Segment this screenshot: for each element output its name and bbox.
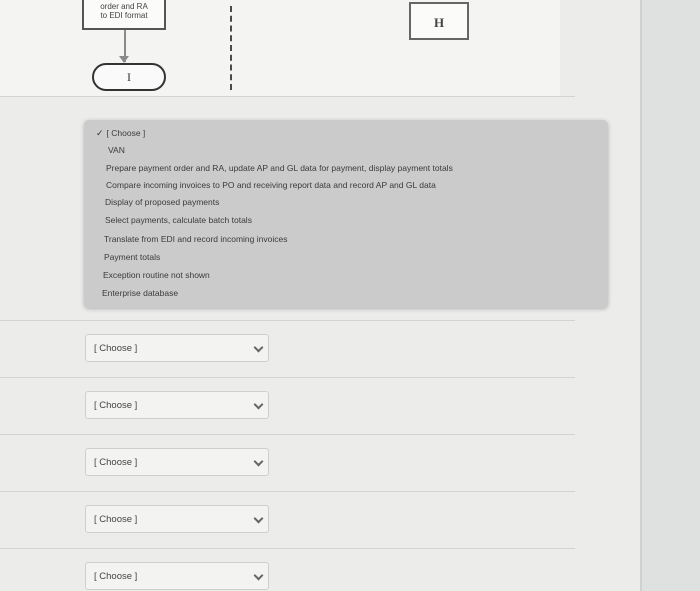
- checkmark-icon: ✓: [96, 128, 104, 138]
- menu-option[interactable]: Compare incoming invoices to PO and receiving report data and record AP and GL data: [106, 180, 436, 190]
- menu-option[interactable]: Translate from EDI and record incoming invoices: [104, 234, 288, 244]
- menu-option-choose[interactable]: ✓ [ Choose ]: [96, 128, 146, 138]
- chevron-down-icon: [254, 514, 264, 524]
- process-box-line1: order and RA: [100, 2, 148, 11]
- card-edge: [640, 0, 642, 591]
- chevron-down-icon: [254, 571, 264, 581]
- row-separator: [0, 377, 575, 378]
- menu-option[interactable]: VAN: [108, 145, 125, 155]
- menu-option[interactable]: Prepare payment order and RA, update AP and GL data for payment, display payment totals: [106, 163, 453, 173]
- answer-select-4[interactable]: [85, 505, 269, 533]
- row-separator: [0, 320, 575, 321]
- menu-option[interactable]: Payment totals: [104, 252, 161, 262]
- arrow-down-icon: [119, 56, 129, 63]
- select-value: [ Choose ]: [94, 457, 138, 468]
- select-value: [ Choose ]: [94, 514, 138, 525]
- menu-option[interactable]: Display of proposed payments: [105, 197, 220, 207]
- box-h: H: [409, 2, 469, 40]
- process-box: [82, 0, 166, 30]
- dashed-divider: [230, 6, 232, 90]
- select-value: [ Choose ]: [94, 343, 138, 354]
- answer-select-1[interactable]: [85, 334, 269, 362]
- row-separator: [0, 491, 575, 492]
- select-value: [ Choose ]: [94, 571, 138, 582]
- answer-select-5[interactable]: [85, 562, 269, 590]
- answer-select-3[interactable]: [85, 448, 269, 476]
- process-box-line2: to EDI format: [100, 11, 148, 20]
- row-separator: [0, 96, 575, 97]
- terminal-symbol-i: I: [92, 63, 166, 91]
- flowchart-diagram: [0, 0, 560, 96]
- chevron-down-icon: [254, 457, 264, 467]
- chevron-down-icon: [254, 343, 264, 353]
- chevron-down-icon: [254, 400, 264, 410]
- dropdown-menu: [84, 120, 608, 308]
- select-value: [ Choose ]: [94, 400, 138, 411]
- answer-select-2[interactable]: [85, 391, 269, 419]
- menu-option[interactable]: Enterprise database: [102, 288, 179, 298]
- menu-option[interactable]: Select payments, calculate batch totals: [105, 215, 252, 225]
- row-separator: [0, 434, 575, 435]
- menu-option[interactable]: Exception routine not shown: [103, 270, 210, 280]
- row-separator: [0, 548, 575, 549]
